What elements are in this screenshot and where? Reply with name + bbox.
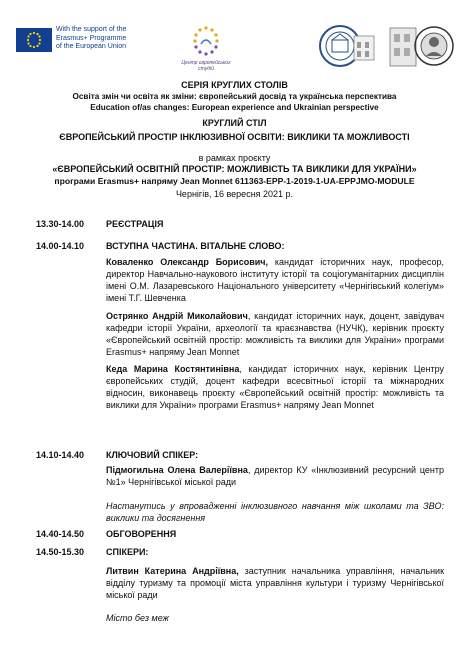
project-title: «ЄВРОПЕЙСЬКИЙ ОСВІТНІЙ ПРОСТІР: МОЖЛИВІСТЬ ТА ВИКЛИКИ ДЛЯ УКРАЇНИ» [52,164,417,174]
series-title: СЕРІЯ КРУГЛИХ СТОЛІВ [181,80,288,90]
speaker-name: Острянко Андрій Миколайович [106,311,248,321]
speaker-ostrianko [106,310,444,358]
european-studies-center-logo [176,24,236,70]
agenda-title: ВСТУПНА ЧАСТИНА. ВІТАЛЬНЕ СЛОВО: [106,241,285,251]
round-table-topic: ЄВРОПЕЙСЬКИЙ ПРОСТІР ІНКЛЮЗИВНОЇ ОСВІТИ: ВИКЛИКИ ТА МОЖЛИВОСТІ [59,132,410,142]
agenda-title: РЕЄСТРАЦІЯ [106,219,164,229]
speaker-description: , директор КУ «Інклюзивний ресурсний центр №1» Чернігівської міської ради [106,465,445,487]
agenda-title: КЛЮЧОВИЙ СПІКЕР: [106,450,199,460]
agenda-title: ОБГОВОРЕННЯ [106,529,177,539]
eu-text-line: of the European Union [56,43,127,50]
speaker-kovalenko [106,256,444,304]
speaker-name: Коваленко Олександр Борисович, [106,257,268,267]
program-line: програми Erasmus+ напряму Jean Monnet 611363-EPP-1-2019-1-UA-EPPJMO-MODULE [54,176,415,186]
within-project-label: в рамках проєкту [198,153,271,163]
round-table-label: КРУГЛИЙ СТІЛ [202,118,267,128]
speaker-lytvyn [106,565,444,601]
speaker-description: заступник начальника управління, начальник відділу туризму та промоції міста управління культури і туризму Чернігівської міської ради [106,566,445,600]
speaker-name: Підмогильна Олена Валеріївна [106,465,248,475]
eu-text-line: Erasmus+ Programme [56,34,127,42]
speaker-name: Кеда Марина Костянтинівна [106,364,240,374]
speaker-description: кандидат історичних наук, професор, директор Навчально-наукового інституту історії та соціогуманітарних дисциплін імені О.М. Лазаревського Національного університету «Чернігівський колегіум» імені Т.Г. Шевченка [106,257,444,303]
agenda-time: 14.50-15.30 [36,547,85,557]
faculty-seal-icon [388,22,454,70]
agenda-time: 14.00-14.10 [36,241,85,251]
speaker-topic: Місто без меж [106,613,169,623]
center-logo-caption: Центр європейських студій [181,60,231,72]
eu-support-text [56,26,176,52]
speaker-keda [106,363,444,411]
university-seal-icon [318,24,376,68]
eu-flag-icon [16,28,52,52]
agenda-time: 13.30-14.00 [36,219,85,229]
speaker-description: , кандидат історичних наук, доцент, завідувач кафедри історії України, археології та краєзнавства (НУЧК), керівник проєкту «Європейський освітній простір: можливість та виклики для України» програми Erasmus+ напряму Jean Monnet [106,311,445,357]
keynote-topic: Настанутись у впровадженні інклюзивного навчання між школами та ЗВО: виклики та досягнення [106,501,444,523]
logo-bar [16,24,453,72]
series-subtitle-en: Education of/as changes: European experience and Ukrainian perspective [90,103,379,112]
speaker-pidmohylna [106,464,444,488]
series-subtitle-ua: Освіта змін чи освіта як зміни: європейський досвід та українська перспектива [72,92,397,101]
agenda-time: 14.40-14.50 [36,529,85,539]
eu-text-line: With the support of the [56,26,127,33]
speaker-description: , кандидат історичних наук, керівник Центру європейських студій, доцент кафедри всесвітньої історії та міжнародних відносин, виконавець проєкту «Європейський освітній простір: можливість та виклики для України» програми Erasmus+ напряму Jean Monnet [106,364,444,410]
agenda-title: СПІКЕРИ: [106,547,149,557]
speaker-name: Литвин Катерина Андріївна, [106,566,239,576]
place-date: Чернігів, 16 вересня 2021 р. [175,189,294,199]
agenda-time: 14.10-14.40 [36,450,85,460]
